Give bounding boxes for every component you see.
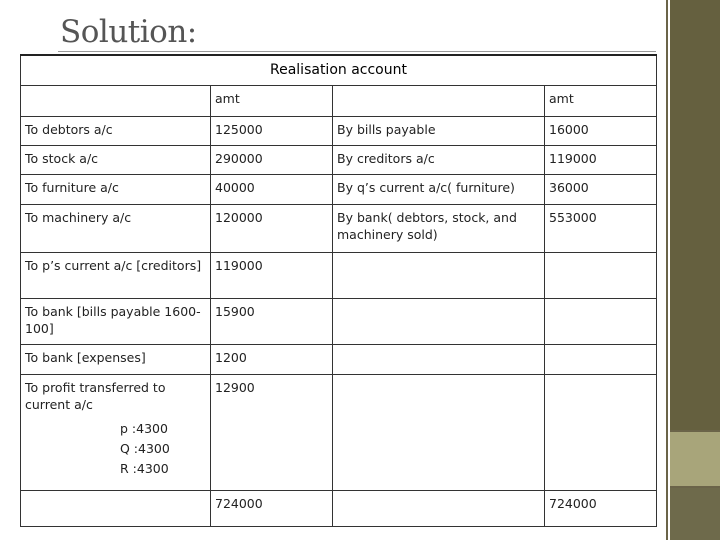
credit-amount bbox=[545, 345, 657, 375]
table-row bbox=[21, 117, 657, 146]
header-blank bbox=[333, 86, 545, 117]
debit-item: To debtors a/c bbox=[21, 117, 211, 146]
debit-amount: 119000 bbox=[211, 253, 333, 299]
credit-amount: 553000 bbox=[545, 205, 657, 253]
totals-blank bbox=[21, 491, 211, 527]
table-row bbox=[21, 253, 657, 299]
credit-item bbox=[333, 299, 545, 345]
credit-item: By bank( debtors, stock, and machinery sold) bbox=[333, 205, 545, 253]
debit-item: To furniture a/c bbox=[21, 175, 211, 205]
partner-share-p: p :4300 bbox=[120, 421, 168, 436]
partner-share-r: R :4300 bbox=[120, 461, 169, 476]
totals-row bbox=[21, 491, 657, 527]
side-panel-accent bbox=[670, 432, 720, 486]
header-blank bbox=[21, 86, 211, 117]
debit-item: To machinery a/c bbox=[21, 205, 211, 253]
side-panel-upper bbox=[670, 0, 720, 430]
debit-amount: 1200 bbox=[211, 345, 333, 375]
debit-amount: 125000 bbox=[211, 117, 333, 146]
debit-amount: 15900 bbox=[211, 299, 333, 345]
debit-item: To stock a/c bbox=[21, 146, 211, 175]
credit-item-empty bbox=[333, 375, 545, 491]
slide-title: Solution: bbox=[60, 14, 197, 50]
credit-amount bbox=[545, 253, 657, 299]
debit-item: To bank [expenses] bbox=[21, 345, 211, 375]
title-rule bbox=[58, 51, 656, 52]
table-row bbox=[21, 146, 657, 175]
realisation-account-table bbox=[20, 54, 657, 527]
debit-amount: 12900 bbox=[211, 375, 333, 491]
credit-amount-empty bbox=[545, 375, 657, 491]
profit-row bbox=[21, 375, 657, 491]
credit-amount bbox=[545, 299, 657, 345]
table-row bbox=[21, 299, 657, 345]
debit-amount: 40000 bbox=[211, 175, 333, 205]
profit-label: To profit transferred to current a/c bbox=[25, 380, 166, 412]
table-row bbox=[21, 205, 657, 253]
credit-item bbox=[333, 253, 545, 299]
credit-item: By bills payable bbox=[333, 117, 545, 146]
side-panel-lower bbox=[670, 488, 720, 540]
debit-amount: 290000 bbox=[211, 146, 333, 175]
table-row bbox=[21, 175, 657, 205]
credit-item: By creditors a/c bbox=[333, 146, 545, 175]
header-row bbox=[21, 86, 657, 117]
header-amt-left: amt bbox=[211, 86, 333, 117]
credit-amount: 36000 bbox=[545, 175, 657, 205]
partner-share-q: Q :4300 bbox=[120, 441, 170, 456]
debit-item: To bank [bills payable 1600-100] bbox=[21, 299, 211, 345]
debit-amount: 120000 bbox=[211, 205, 333, 253]
totals-blank bbox=[333, 491, 545, 527]
credit-total: 724000 bbox=[545, 491, 657, 527]
credit-item: By q’s current a/c( furniture) bbox=[333, 175, 545, 205]
credit-amount: 119000 bbox=[545, 146, 657, 175]
credit-amount: 16000 bbox=[545, 117, 657, 146]
header-amt-right: amt bbox=[545, 86, 657, 117]
table-caption: Realisation account bbox=[21, 55, 657, 86]
table-row bbox=[21, 345, 657, 375]
credit-item bbox=[333, 345, 545, 375]
debit-item: To p’s current a/c [creditors] bbox=[21, 253, 211, 299]
profit-cell bbox=[21, 375, 211, 491]
caption-row bbox=[21, 55, 657, 86]
debit-total: 724000 bbox=[211, 491, 333, 527]
